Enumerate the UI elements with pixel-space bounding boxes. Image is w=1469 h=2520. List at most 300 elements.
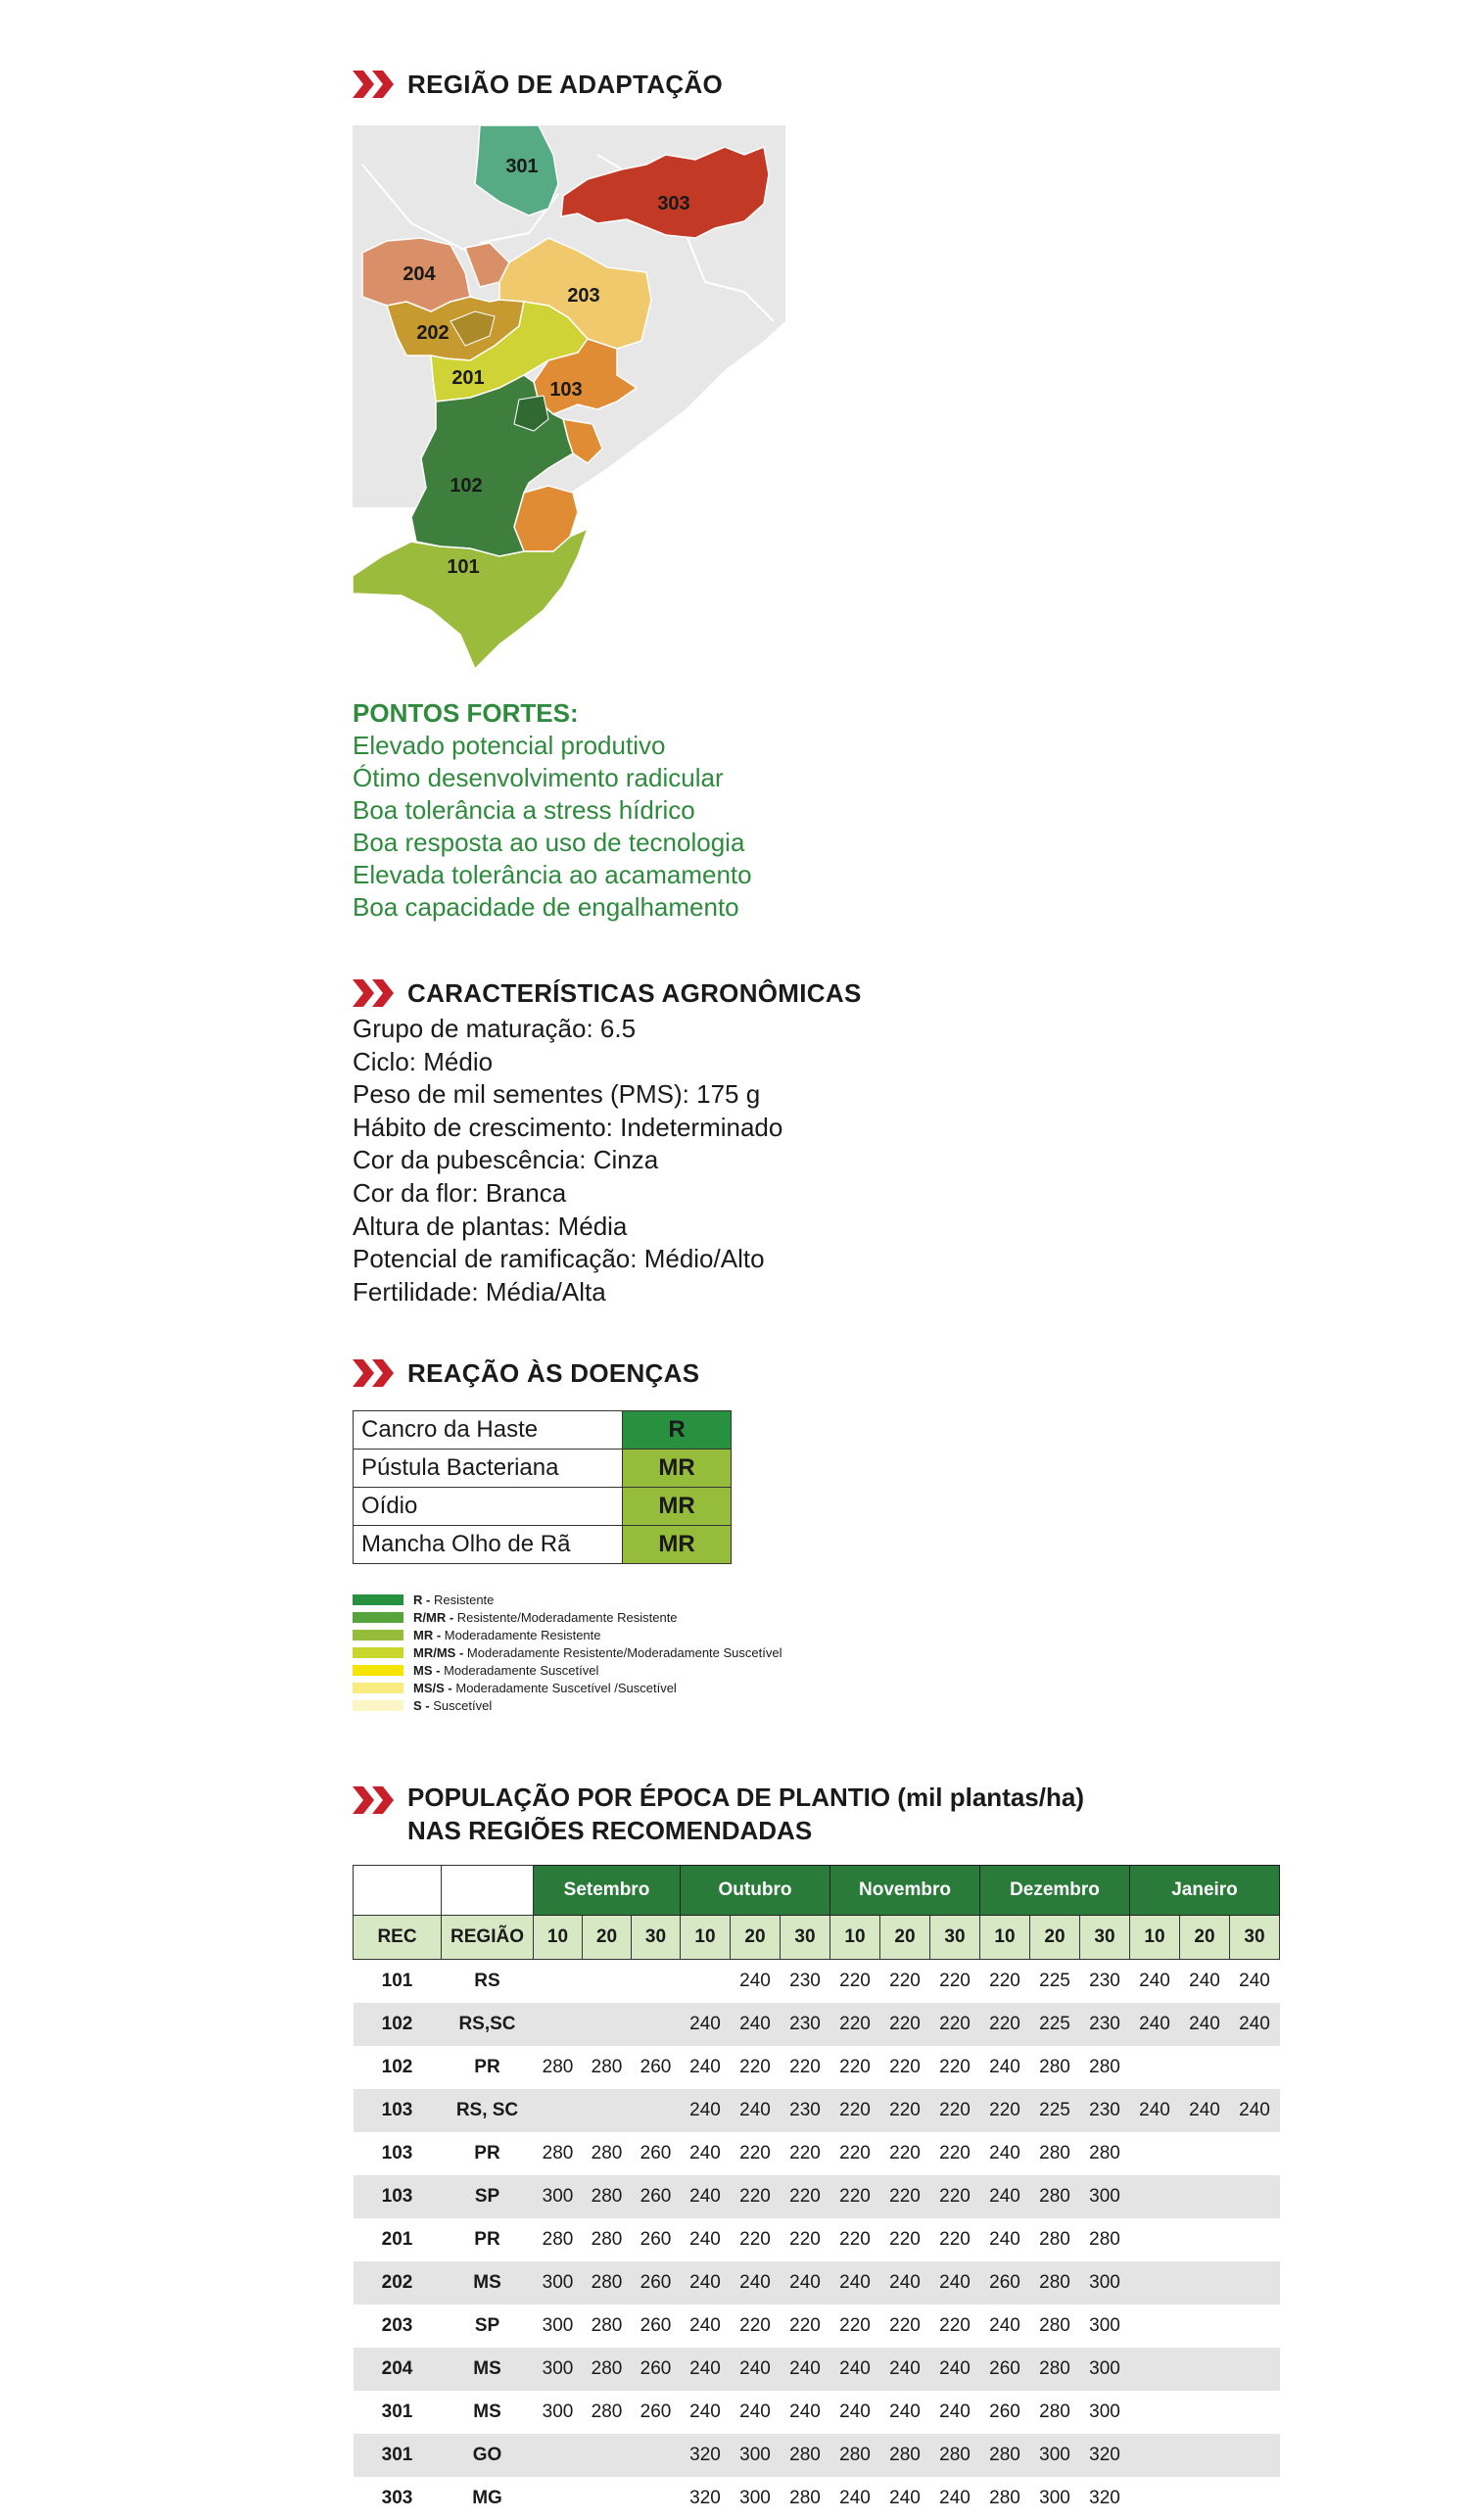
strengths-list: [353, 697, 752, 924]
population-cell: 240: [839, 2488, 871, 2508]
population-cell: [534, 2434, 583, 2477]
population-cell: [632, 2089, 681, 2132]
population-cell: 220: [930, 2089, 980, 2132]
table-row: [354, 2175, 1280, 2218]
population-cell: 280: [542, 2057, 574, 2077]
population-cell: 240: [989, 2057, 1020, 2077]
population-cell: 220: [939, 2143, 971, 2163]
population-cell: [534, 2089, 583, 2132]
strength-item: Ótimo desenvolvimento radicular: [353, 763, 724, 792]
disease-name: Mancha Olho de Rã: [354, 1526, 623, 1564]
population-cell: 300: [1089, 2315, 1120, 2336]
population-cell: 280: [583, 2175, 632, 2218]
day-header: 30: [1230, 1916, 1280, 1960]
rec-cell: 301: [354, 2434, 442, 2477]
table-row: [354, 2391, 1280, 2434]
population-cell: 240: [1189, 1971, 1220, 1991]
day-header: 30: [930, 1916, 980, 1960]
population-cell: 220: [930, 2003, 980, 2046]
population-cell: 240: [889, 2488, 921, 2508]
population-cell: [632, 2434, 681, 2477]
population-cell: 220: [731, 2175, 781, 2218]
population-cell: 260: [632, 2261, 681, 2305]
population-cell: 240: [980, 2175, 1030, 2218]
population-cell: [1230, 2391, 1280, 2434]
population-cell: 220: [939, 2229, 971, 2250]
population-cell: 300: [1080, 2261, 1130, 2305]
population-cell: 240: [830, 2348, 880, 2391]
legend-desc: Moderadamente Resistente/Moderadamente Suscetível: [466, 1644, 782, 1660]
population-cell: [1230, 2046, 1280, 2089]
population-cell: [534, 1960, 583, 2004]
population-cell: 260: [640, 2229, 672, 2250]
trait-item: Potencial de ramificação: Médio/Alto: [353, 1244, 765, 1274]
strength-item: Elevada tolerância ao acamamento: [353, 860, 752, 889]
legend-code: S -: [413, 1697, 430, 1713]
table-row: [354, 2305, 1280, 2348]
legend-desc: Moderadamente Resistente: [444, 1627, 601, 1642]
population-cell: 230: [781, 2089, 830, 2132]
population-cell: 260: [980, 2348, 1030, 2391]
population-cell: [1180, 2132, 1230, 2175]
legend-item: [353, 1591, 782, 1608]
day-header: 10: [681, 1916, 731, 1960]
trait-item: Fertilidade: Média/Alta: [353, 1276, 606, 1307]
population-cell: [1130, 2046, 1180, 2089]
region-header: REGIÃO: [442, 1916, 534, 1960]
population-cell: 280: [591, 2315, 623, 2336]
table-row: [354, 2046, 1280, 2089]
population-cell: 220: [739, 2143, 771, 2163]
population-cell: 220: [980, 2003, 1030, 2046]
population-cell: 220: [739, 2315, 771, 2336]
population-cell: 260: [640, 2315, 672, 2336]
double-chevron-icon: [353, 1359, 398, 1387]
population-cell: [632, 1960, 681, 2004]
population-cell: 300: [739, 2488, 771, 2508]
population-cell: 240: [689, 2401, 721, 2422]
day-header: 10: [534, 1916, 583, 1960]
legend-desc: Resistente/Moderadamente Resistente: [456, 1609, 678, 1625]
legend-desc: Resistente: [433, 1592, 495, 1607]
month-header: Outubro: [681, 1866, 830, 1916]
population-cell: [1180, 2305, 1230, 2348]
population-cell: 240: [1230, 2003, 1280, 2046]
rec-cell: 102: [354, 2003, 442, 2046]
population-cell: [1230, 2132, 1280, 2175]
double-chevron-icon: [353, 979, 398, 1007]
rec-cell: 204: [354, 2348, 442, 2391]
population-cell: 220: [889, 2229, 921, 2250]
legend-code: R/MR -: [413, 1609, 454, 1625]
trait-item: Cor da pubescência: Cinza: [353, 1145, 659, 1175]
population-cell: 240: [1130, 2089, 1180, 2132]
population-cell: 280: [1089, 2143, 1120, 2163]
table-row: [354, 2089, 1280, 2132]
table-row: [354, 2348, 1280, 2391]
region-cell: MG: [472, 2488, 502, 2508]
population-cell: 240: [889, 2401, 921, 2422]
population-cell: 220: [830, 2003, 880, 2046]
legend-desc: Suscetível: [433, 1697, 493, 1713]
strength-item: Boa capacidade de engalhamento: [353, 892, 739, 922]
day-header: 30: [632, 1916, 681, 1960]
population-cell: [1230, 2434, 1280, 2477]
population-cell: 240: [739, 1971, 771, 1991]
population-cell: 240: [1180, 2003, 1230, 2046]
table-row: [354, 1960, 1280, 2004]
population-cell: 220: [889, 1971, 921, 1991]
population-cell: 240: [839, 2401, 871, 2422]
population-cell: 240: [689, 2143, 721, 2163]
disease-row: [354, 1450, 732, 1488]
region-cell: RS, SC: [442, 2089, 534, 2132]
population-cell: 280: [1039, 2401, 1070, 2422]
month-header: Setembro: [534, 1866, 681, 1916]
disease-row: [354, 1488, 732, 1526]
population-cell: [583, 2089, 632, 2132]
population-cell: 225: [1030, 2089, 1080, 2132]
population-cell: [1180, 2046, 1230, 2089]
section-header-diseases: [353, 1354, 699, 1393]
population-cell: [1180, 2348, 1230, 2391]
section-title: REAÇÃO ÀS DOENÇAS: [407, 1358, 700, 1388]
day-header: 30: [781, 1916, 830, 1960]
strength-item: Boa tolerância a stress hídrico: [353, 795, 695, 825]
population-cell: 240: [689, 2315, 721, 2336]
population-cell: 240: [930, 2348, 980, 2391]
day-header: 10: [830, 1916, 880, 1960]
population-cell: 280: [830, 2434, 880, 2477]
population-cell: 300: [1080, 2348, 1130, 2391]
population-cell: 220: [739, 2229, 771, 2250]
population-cell: 230: [781, 2003, 830, 2046]
population-cell: 300: [1089, 2401, 1120, 2422]
population-cell: 280: [1030, 2261, 1080, 2305]
table-row: [354, 2261, 1280, 2305]
legend-swatch: [353, 1612, 403, 1623]
population-cell: 320: [1080, 2434, 1130, 2477]
population-title: [407, 1781, 1084, 1847]
month-header: Novembro: [830, 1866, 980, 1916]
legend-swatch: [353, 1683, 403, 1693]
day-header: 20: [1030, 1916, 1080, 1960]
population-title-line: NAS REGIÕES RECOMENDADAS: [407, 1816, 813, 1845]
population-cell: 300: [1039, 2488, 1070, 2508]
rec-cell: 101: [381, 1971, 413, 1991]
population-cell: [1130, 2175, 1180, 2218]
header-blank: [354, 1866, 442, 1916]
population-cell: [1130, 2348, 1180, 2391]
legend-code: MR -: [413, 1627, 442, 1642]
population-cell: 260: [632, 2348, 681, 2391]
population-cell: 220: [889, 2057, 921, 2077]
population-cell: 220: [839, 2143, 871, 2163]
population-cell: 300: [542, 2315, 574, 2336]
population-cell: [583, 1960, 632, 2004]
legend-item: [353, 1696, 782, 1714]
rec-cell: 203: [381, 2315, 413, 2336]
region-cell: RS: [474, 1971, 500, 1991]
legend-code: MS -: [413, 1662, 441, 1678]
population-cell: [1180, 2434, 1230, 2477]
population-cell: [1130, 2218, 1180, 2261]
population-cell: 280: [789, 2488, 821, 2508]
legend-desc: Moderadamente Suscetível: [444, 1662, 599, 1678]
population-cell: 240: [1130, 2003, 1180, 2046]
legend-code: MS/S -: [413, 1680, 452, 1695]
month-header-row: [354, 1866, 1280, 1916]
region-cell: RS,SC: [442, 2003, 534, 2046]
population-cell: [583, 2434, 632, 2477]
region-cell: GO: [442, 2434, 534, 2477]
legend-desc: Moderadamente Suscetível /Suscetível: [455, 1680, 677, 1695]
population-cell: [583, 2477, 632, 2520]
region-cell: PR: [474, 2229, 500, 2250]
legend-item: [353, 1679, 782, 1696]
population-cell: 280: [591, 2229, 623, 2250]
trait-item: Ciclo: Médio: [353, 1046, 494, 1076]
population-cell: 220: [939, 2057, 971, 2077]
strengths-title: PONTOS FORTES:: [353, 698, 579, 728]
legend-swatch: [353, 1665, 403, 1676]
map-label: 301: [505, 156, 539, 177]
rec-cell: 103: [381, 2143, 413, 2163]
population-cell: 240: [781, 2261, 830, 2305]
population-cell: 300: [542, 2401, 574, 2422]
population-cell: 230: [1080, 2003, 1130, 2046]
population-cell: 280: [591, 2057, 623, 2077]
day-header: 20: [1180, 1916, 1230, 1960]
trait-item: Altura de plantas: Média: [353, 1211, 628, 1241]
trait-item: Peso de mil sementes (PMS): 175 g: [353, 1079, 761, 1110]
population-cell: [1230, 2261, 1280, 2305]
population-cell: 240: [930, 2261, 980, 2305]
population-cell: 240: [681, 2089, 731, 2132]
population-cell: 240: [681, 2003, 731, 2046]
population-cell: 220: [880, 2175, 930, 2218]
population-cell: 280: [1039, 2057, 1070, 2077]
legend-swatch: [353, 1647, 403, 1658]
population-cell: 280: [930, 2434, 980, 2477]
population-cell: [632, 2477, 681, 2520]
population-cell: 280: [781, 2434, 830, 2477]
table-row: [354, 2003, 1280, 2046]
population-cell: 225: [1039, 1971, 1070, 1991]
population-cell: 280: [583, 2261, 632, 2305]
population-cell: 280: [542, 2229, 574, 2250]
population-cell: [1180, 2261, 1230, 2305]
population-cell: 220: [781, 2175, 830, 2218]
population-cell: 220: [989, 1971, 1020, 1991]
population-cell: 240: [880, 2261, 930, 2305]
population-cell: 260: [640, 2057, 672, 2077]
population-cell: [534, 2003, 583, 2046]
population-cell: 300: [534, 2175, 583, 2218]
disease-rating: MR: [623, 1526, 732, 1564]
header-blank: [442, 1866, 534, 1916]
population-cell: [1130, 2261, 1180, 2305]
population-cell: 240: [989, 2315, 1020, 2336]
section-title: REGIÃO DE ADAPTAÇÃO: [407, 70, 724, 99]
population-cell: 220: [939, 1971, 971, 1991]
population-cell: 240: [939, 2401, 971, 2422]
region-cell: SP: [474, 2315, 500, 2336]
double-chevron-icon: [353, 71, 398, 98]
month-header: Janeiro: [1130, 1866, 1280, 1916]
map-label: 201: [451, 367, 485, 389]
population-cell: [681, 1960, 731, 2004]
population-cell: 240: [939, 2488, 971, 2508]
agronomic-traits: [353, 1013, 782, 1308]
disease-row: [354, 1411, 732, 1450]
table-row: [354, 2434, 1280, 2477]
population-cell: 225: [1030, 2003, 1080, 2046]
population-cell: 220: [789, 2229, 821, 2250]
map-label: 303: [657, 193, 690, 214]
day-header-row: [354, 1916, 1280, 1960]
population-cell: [632, 2003, 681, 2046]
population-cell: 280: [583, 2348, 632, 2391]
population-cell: [1230, 2348, 1280, 2391]
population-cell: 220: [789, 2143, 821, 2163]
population-cell: [1180, 2218, 1230, 2261]
rec-cell: 102: [381, 2057, 413, 2077]
population-cell: 280: [591, 2401, 623, 2422]
population-cell: [534, 2477, 583, 2520]
population-cell: 240: [681, 2348, 731, 2391]
rec-cell: 103: [354, 2089, 442, 2132]
map-label: 203: [567, 285, 600, 307]
double-chevron-icon: [353, 1786, 398, 1814]
table-row: [354, 2132, 1280, 2175]
rec-header: REC: [354, 1916, 442, 1960]
population-cell: 280: [980, 2434, 1030, 2477]
population-cell: 240: [689, 2229, 721, 2250]
population-cell: 240: [1239, 1971, 1270, 1991]
population-cell: 260: [640, 2143, 672, 2163]
population-cell: 220: [939, 2315, 971, 2336]
legend-item: [353, 1643, 782, 1661]
strength-item: Elevado potencial produtivo: [353, 731, 666, 760]
population-cell: 300: [1080, 2175, 1130, 2218]
legend-code: R -: [413, 1592, 431, 1607]
population-cell: 240: [1139, 1971, 1170, 1991]
table-row: [354, 2477, 1280, 2520]
population-cell: [1130, 2132, 1180, 2175]
population-cell: 240: [1180, 2089, 1230, 2132]
population-cell: 280: [1030, 2348, 1080, 2391]
section-header-population: [353, 1781, 407, 1820]
population-cell: 280: [1039, 2315, 1070, 2336]
population-table: [353, 1865, 1280, 2520]
legend-item: [353, 1626, 782, 1643]
population-cell: 240: [1230, 2089, 1280, 2132]
population-cell: 220: [839, 2315, 871, 2336]
region-cell: SP: [442, 2175, 534, 2218]
population-cell: 280: [591, 2143, 623, 2163]
trait-item: Cor da flor: Branca: [353, 1177, 567, 1208]
population-cell: [583, 2003, 632, 2046]
population-cell: [1180, 2477, 1230, 2520]
population-cell: 240: [830, 2261, 880, 2305]
population-cell: 240: [880, 2348, 930, 2391]
section-header-region: [353, 65, 723, 104]
population-cell: 240: [731, 2261, 781, 2305]
rec-cell: 202: [354, 2261, 442, 2305]
rec-cell: 201: [381, 2229, 413, 2250]
population-cell: [1180, 2175, 1230, 2218]
population-cell: 220: [889, 2315, 921, 2336]
population-cell: 220: [889, 2143, 921, 2163]
region-cell: MS: [442, 2261, 534, 2305]
population-cell: 280: [989, 2488, 1020, 2508]
population-cell: 260: [989, 2401, 1020, 2422]
strength-item: Boa resposta ao uso de tecnologia: [353, 828, 745, 857]
map-label: 103: [549, 379, 583, 401]
legend-code: MR/MS -: [413, 1644, 464, 1660]
population-cell: 230: [789, 1971, 821, 1991]
legend-swatch: [353, 1594, 403, 1605]
population-cell: 220: [839, 2229, 871, 2250]
disease-rating: R: [623, 1411, 732, 1450]
population-cell: [1230, 2305, 1280, 2348]
region-cell: PR: [474, 2143, 500, 2163]
population-cell: 240: [989, 2143, 1020, 2163]
legend-item: [353, 1661, 782, 1679]
legend-swatch: [353, 1700, 403, 1711]
population-cell: 240: [681, 2261, 731, 2305]
day-header: 10: [1130, 1916, 1180, 1960]
population-cell: 280: [1039, 2229, 1070, 2250]
population-cell: 280: [1039, 2143, 1070, 2163]
population-cell: 220: [980, 2089, 1030, 2132]
population-cell: 240: [789, 2401, 821, 2422]
legend-swatch: [353, 1630, 403, 1640]
population-cell: 220: [880, 2089, 930, 2132]
day-header: 20: [731, 1916, 781, 1960]
population-cell: 220: [789, 2057, 821, 2077]
population-cell: 220: [839, 2057, 871, 2077]
population-cell: 240: [731, 2348, 781, 2391]
legend-item: [353, 1608, 782, 1626]
table-row: [354, 2218, 1280, 2261]
population-cell: [1130, 2477, 1180, 2520]
population-cell: 260: [980, 2261, 1030, 2305]
population-cell: 280: [1089, 2057, 1120, 2077]
population-cell: 240: [731, 2089, 781, 2132]
population-cell: 230: [1089, 1971, 1120, 1991]
population-cell: [1230, 2477, 1280, 2520]
month-header: Dezembro: [980, 1866, 1130, 1916]
population-cell: 240: [731, 2003, 781, 2046]
population-cell: 220: [789, 2315, 821, 2336]
rec-cell: 303: [381, 2488, 413, 2508]
disease-legend: [353, 1591, 782, 1714]
population-cell: 220: [739, 2057, 771, 2077]
population-cell: 260: [632, 2175, 681, 2218]
population-cell: [1230, 2218, 1280, 2261]
disease-rating: MR: [623, 1488, 732, 1526]
population-cell: 220: [930, 2175, 980, 2218]
day-header: 20: [583, 1916, 632, 1960]
population-cell: 240: [989, 2229, 1020, 2250]
population-cell: 300: [1030, 2434, 1080, 2477]
population-cell: 320: [1089, 2488, 1120, 2508]
day-header: 20: [880, 1916, 930, 1960]
disease-name: Cancro da Haste: [354, 1411, 623, 1450]
map-label: 202: [416, 322, 450, 344]
